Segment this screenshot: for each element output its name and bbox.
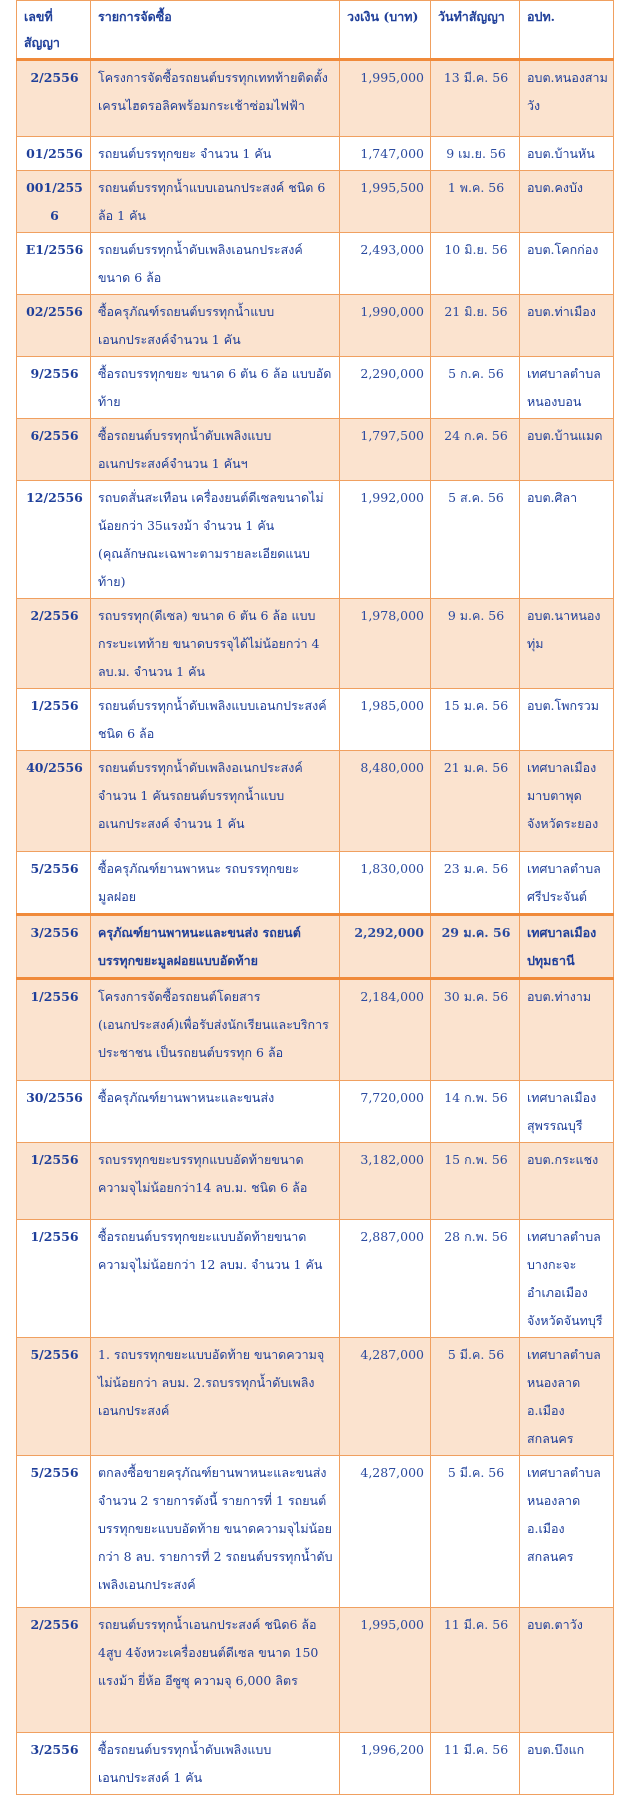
cell-date: 14 ก.พ. 56 xyxy=(431,1081,520,1143)
cell-org: อบต.ท่างาม xyxy=(520,979,614,1081)
cell-item: โครงการจัดซื้อรถยนต์โดยสาร (เอนกประสงค์)เพื่อรับส่งนักเรียนและบริการประชาชน เป็นรถยนต์บรรทุก 6 ล้อ xyxy=(91,979,340,1081)
cell-amount: 1,830,000 xyxy=(340,852,431,915)
cell-amount: 4,287,000 xyxy=(340,1456,431,1608)
cell-item: ซื้อรถบรรทุกขยะ ขนาด 6 ตัน 6 ล้อ แบบอัดท้าย xyxy=(91,357,340,419)
table-row xyxy=(17,852,614,915)
cell-amount: 1,747,000 xyxy=(340,137,431,171)
cell-item: ซื้อครุภัณฑ์ยานพาหนะ รถบรรทุกขยะมูลฝอย xyxy=(91,852,340,915)
cell-amount: 1,992,000 xyxy=(340,481,431,599)
cell-org: อบต.กระแชง xyxy=(520,1143,614,1220)
cell-contract-no: 3/2556 xyxy=(17,1733,91,1795)
table-row xyxy=(17,915,614,979)
cell-org: อบต.คงบัง xyxy=(520,171,614,233)
cell-contract-no: 1/2556 xyxy=(17,979,91,1081)
cell-org: อบต.ท่าเมือง xyxy=(520,295,614,357)
cell-amount: 1,797,500 xyxy=(340,419,431,481)
cell-item: ตกลงซื้อขายครุภัณฑ์ยานพาหนะและขนส่ง จำนวน 2 รายการดังนี้ รายการที่ 1 รถยนต์บรรทุกขยะแบบอัดท้าย ขนาดความจุไม่น้อยกว่า 8 ลบ. รายการที่ 2 รถยนต์บรรทุกน้ำดับเพลิงเอนกประสงค์ xyxy=(91,1456,340,1608)
cell-contract-no: 1/2556 xyxy=(17,1143,91,1220)
cell-contract-no: 1/2556 xyxy=(17,689,91,751)
cell-amount: 7,720,000 xyxy=(340,1081,431,1143)
cell-amount: 3,182,000 xyxy=(340,1143,431,1220)
cell-org: อบต.ตาวัง xyxy=(520,1608,614,1733)
cell-amount: 1,990,000 xyxy=(340,295,431,357)
cell-date: 13 มี.ค. 56 xyxy=(431,60,520,137)
cell-amount: 1,995,500 xyxy=(340,171,431,233)
cell-item: รถบรรทุกขยะบรรทุกแบบอัดท้ายขนาดความจุไม่น้อยกว่า14 ลบ.ม. ชนิด 6 ล้อ xyxy=(91,1143,340,1220)
table-row xyxy=(17,1608,614,1733)
cell-contract-no: 1/2556 xyxy=(17,1220,91,1338)
cell-org: เทศบาลตำบลหนองลาด อ.เมืองสกลนคร xyxy=(520,1456,614,1608)
cell-amount: 4,287,000 xyxy=(340,1338,431,1456)
cell-date: 11 มี.ค. 56 xyxy=(431,1733,520,1795)
cell-item: รถบดสั่นสะเทือน เครื่องยนต์ดีเซลขนาดไม่น้อยกว่า 35แรงม้า จำนวน 1 คัน (คุณลักษณะเฉพาะตามรายละเอียดแนบท้าย) xyxy=(91,481,340,599)
cell-date: 9 เม.ย. 56 xyxy=(431,137,520,171)
cell-amount: 1,978,000 xyxy=(340,599,431,689)
cell-date: 5 ก.ค. 56 xyxy=(431,357,520,419)
cell-contract-no: E1/2556 xyxy=(17,233,91,295)
table-row xyxy=(17,1456,614,1608)
cell-date: 5 ส.ค. 56 xyxy=(431,481,520,599)
cell-contract-no: 30/2556 xyxy=(17,1081,91,1143)
cell-contract-no: 01/2556 xyxy=(17,137,91,171)
cell-org: อบต.หนองสามวัง xyxy=(520,60,614,137)
cell-item: รถยนต์บรรทุกน้ำดับเพลิงเอนกประสงค์ขนาด 6 ล้อ xyxy=(91,233,340,295)
table-row xyxy=(17,171,614,233)
table-row xyxy=(17,979,614,1081)
header-org: อปท. xyxy=(520,1,614,60)
cell-item: รถยนต์บรรทุกขยะ จำนวน 1 คัน xyxy=(91,137,340,171)
table-row xyxy=(17,599,614,689)
cell-date: 21 มิ.ย. 56 xyxy=(431,295,520,357)
cell-contract-no: 12/2556 xyxy=(17,481,91,599)
table-row xyxy=(17,1733,614,1795)
cell-org: อบต.ศิลา xyxy=(520,481,614,599)
cell-org: อบต.บ้านแมด xyxy=(520,419,614,481)
table-row xyxy=(17,357,614,419)
cell-contract-no: 6/2556 xyxy=(17,419,91,481)
table-body xyxy=(17,60,614,1795)
cell-date: 15 ก.พ. 56 xyxy=(431,1143,520,1220)
table-row xyxy=(17,751,614,852)
cell-amount: 2,887,000 xyxy=(340,1220,431,1338)
cell-contract-no: 5/2556 xyxy=(17,1456,91,1608)
cell-org: อบต.โพกรวม xyxy=(520,689,614,751)
table-row xyxy=(17,295,614,357)
cell-item: ซื้อรถยนต์บรรทุกน้ำดับเพลิงแบบเอนกประสงค์ 1 คัน xyxy=(91,1733,340,1795)
table-row xyxy=(17,689,614,751)
cell-date: 24 ก.ค. 56 xyxy=(431,419,520,481)
table-row xyxy=(17,1081,614,1143)
cell-date: 21 ม.ค. 56 xyxy=(431,751,520,852)
cell-amount: 1,996,200 xyxy=(340,1733,431,1795)
cell-item: รถยนต์บรรทุกน้ำดับเพลิงอเนกประสงค์ จำนวน 1 คันรถยนต์บรรทุกน้ำแบบอเนกประสงค์ จำนวน 1 คัน xyxy=(91,751,340,852)
table-row xyxy=(17,137,614,171)
cell-org: เทศบาลตำบลบางกะจะ อำเภอเมือง จังหวัดจันทบุรี xyxy=(520,1220,614,1338)
cell-amount: 1,995,000 xyxy=(340,60,431,137)
table-row xyxy=(17,419,614,481)
header-amount: วงเงิน (บาท) xyxy=(340,1,431,60)
cell-item: ซื้อรถยนต์บรรทุกขยะแบบอัดท้ายขนาดความจุไม่น้อยกว่า 12 ลบม. จำนวน 1 คัน xyxy=(91,1220,340,1338)
header-contract-no: เลขที่สัญญา xyxy=(17,1,91,60)
cell-date: 5 มี.ค. 56 xyxy=(431,1456,520,1608)
cell-date: 5 มี.ค. 56 xyxy=(431,1338,520,1456)
cell-item: รถยนต์บรรทุกน้ำดับเพลิงแบบเอนกประสงค์ ชนิด 6 ล้อ xyxy=(91,689,340,751)
cell-org: เทศบาลตำบลศรีประจันต์ xyxy=(520,852,614,915)
cell-org: อบต.บึงแก xyxy=(520,1733,614,1795)
cell-amount: 1,985,000 xyxy=(340,689,431,751)
cell-contract-no: 40/2556 xyxy=(17,751,91,852)
cell-org: เทศบาลเมืองสุพรรณบุรี xyxy=(520,1081,614,1143)
cell-amount: 1,995,000 xyxy=(340,1608,431,1733)
cell-contract-no: 2/2556 xyxy=(17,60,91,137)
cell-amount: 2,290,000 xyxy=(340,357,431,419)
table-row xyxy=(17,233,614,295)
cell-date: 10 มิ.ย. 56 xyxy=(431,233,520,295)
cell-item: ซื้อครุภัณฑ์ยานพาหนะและขนส่ง xyxy=(91,1081,340,1143)
cell-date: 1 พ.ค. 56 xyxy=(431,171,520,233)
cell-contract-no: 5/2556 xyxy=(17,1338,91,1456)
cell-org: อบต.นาหนองทุ่ม xyxy=(520,599,614,689)
cell-contract-no: 5/2556 xyxy=(17,852,91,915)
cell-item: ซื้อครุภัณฑ์รถยนต์บรรทุกน้ำแบบเอนกประสงค์จำนวน 1 คัน xyxy=(91,295,340,357)
cell-contract-no: 001/2556 xyxy=(17,171,91,233)
header-date: วันทำสัญญา xyxy=(431,1,520,60)
cell-org: เทศบาลตำบลหนองลาด อ.เมืองสกลนคร xyxy=(520,1338,614,1456)
cell-item: ครุภัณฑ์ยานพาหนะและขนส่ง รถยนต์บรรทุกขยะมูลฝอยแบบอัดท้าย xyxy=(91,915,340,979)
cell-date: 23 ม.ค. 56 xyxy=(431,852,520,915)
procurement-table xyxy=(16,0,614,1795)
cell-item: ซื้อรถยนต์บรรทุกน้ำดับเพลิงแบบอเนกประสงค์จำนวน 1 คันฯ xyxy=(91,419,340,481)
cell-org: เทศบาลเมืองมาบตาพุด จังหวัดระยอง xyxy=(520,751,614,852)
table-row xyxy=(17,1338,614,1456)
cell-contract-no: 02/2556 xyxy=(17,295,91,357)
cell-amount: 2,184,000 xyxy=(340,979,431,1081)
cell-contract-no: 2/2556 xyxy=(17,1608,91,1733)
table-row xyxy=(17,60,614,137)
cell-org: อบต.โคกก่อง xyxy=(520,233,614,295)
table-row xyxy=(17,1143,614,1220)
cell-date: 11 มี.ค. 56 xyxy=(431,1608,520,1733)
cell-amount: 8,480,000 xyxy=(340,751,431,852)
cell-date: 15 ม.ค. 56 xyxy=(431,689,520,751)
cell-item: รถยนต์บรรทุกน้ำแบบเอนกประสงค์ ชนิด 6 ล้อ 1 คัน xyxy=(91,171,340,233)
cell-date: 9 ม.ค. 56 xyxy=(431,599,520,689)
procurement-table-container xyxy=(16,0,613,1795)
header-row xyxy=(17,1,614,60)
cell-org: เทศบาลเมืองปทุมธานี xyxy=(520,915,614,979)
cell-amount: 2,292,000 xyxy=(340,915,431,979)
table-row xyxy=(17,1220,614,1338)
cell-item: รถยนต์บรรทุกน้ำเอนกประสงค์ ชนิด6 ล้อ 4สูบ 4จังหวะเครื่องยนต์ดีเซล ขนาด 150 แรงม้า ยี่ห้อ อีซูซุ ความจุ 6,000 ลิตร xyxy=(91,1608,340,1733)
cell-item: รถบรรทุก(ดีเซล) ขนาด 6 ตัน 6 ล้อ แบบกระบะเทท้าย ขนาดบรรจุได้ไม่น้อยกว่า 4 ลบ.ม. จำนวน 1 คัน xyxy=(91,599,340,689)
header-item: รายการจัดซื้อ xyxy=(91,1,340,60)
cell-date: 30 ม.ค. 56 xyxy=(431,979,520,1081)
cell-amount: 2,493,000 xyxy=(340,233,431,295)
cell-date: 28 ก.พ. 56 xyxy=(431,1220,520,1338)
cell-org: เทศบาลตำบลหนองบอน xyxy=(520,357,614,419)
cell-contract-no: 3/2556 xyxy=(17,915,91,979)
cell-org: อบต.บ้านหัน xyxy=(520,137,614,171)
table-row xyxy=(17,481,614,599)
cell-item: 1. รถบรรทุกขยะแบบอัดท้าย ขนาดความจุไม่น้อยกว่า ลบม. 2.รถบรรทุกน้ำดับเพลิงเอนกประสงค์ xyxy=(91,1338,340,1456)
cell-contract-no: 9/2556 xyxy=(17,357,91,419)
cell-date: 29 ม.ค. 56 xyxy=(431,915,520,979)
cell-contract-no: 2/2556 xyxy=(17,599,91,689)
cell-item: โครงการจัดซื้อรถยนต์บรรทุกเททท้ายติดตั้งเครนไฮดรอลิคพร้อมกระเช้าซ่อมไฟฟ้า xyxy=(91,60,340,137)
